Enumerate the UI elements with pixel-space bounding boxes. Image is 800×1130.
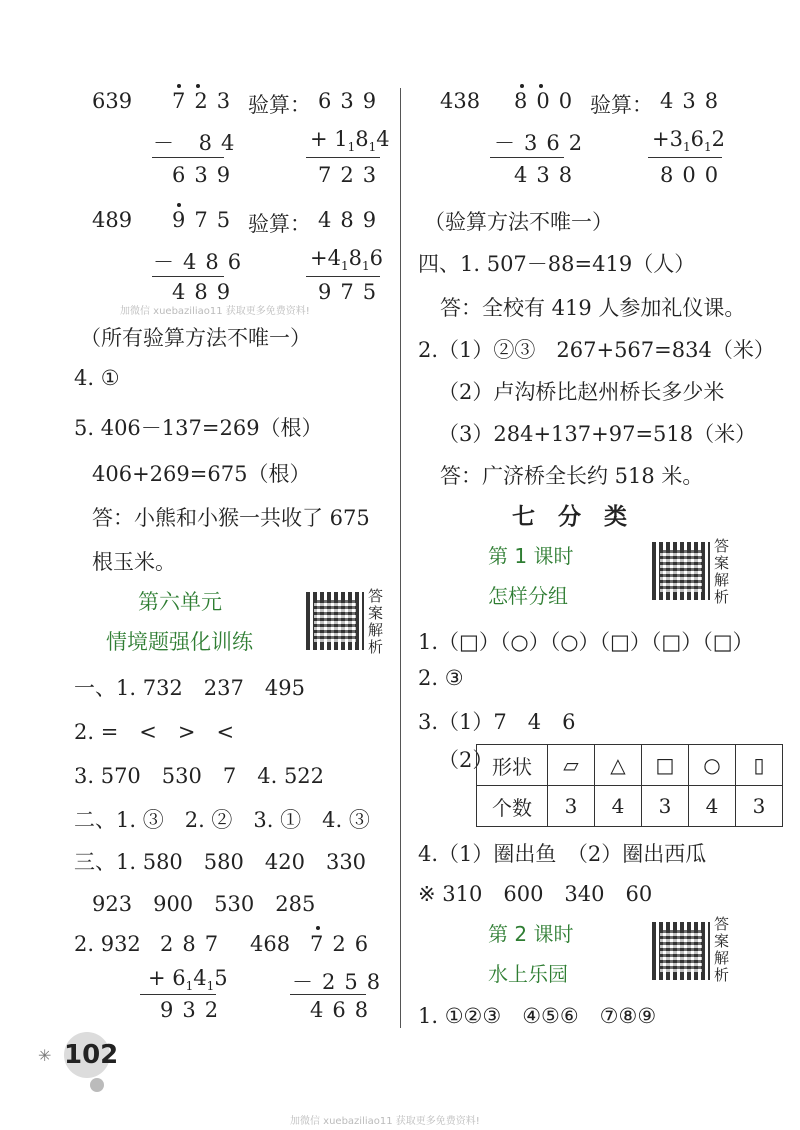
minuend: 800	[514, 89, 582, 113]
table-row	[477, 786, 783, 827]
sum-rule	[306, 157, 380, 158]
s1-q3: 3. 570 530 7 4. 522	[74, 764, 325, 788]
subtrahend: －486	[153, 250, 251, 274]
table-cell: ▯	[736, 745, 783, 786]
borrow-dot	[520, 84, 524, 88]
lesson-subtitle: 怎样分组	[488, 584, 568, 608]
q5-line2: 406+269=675（根）	[92, 462, 311, 486]
unit-title: 七 分 类	[512, 504, 627, 530]
table-header: 形状	[477, 745, 548, 786]
r-q3: 3.（1）7 4 6	[418, 710, 576, 734]
decor-dot	[90, 1078, 104, 1092]
column-divider	[400, 88, 401, 1028]
minuend: 723	[172, 89, 240, 113]
result: 489	[172, 280, 240, 304]
s1-q1: 一、1. 732 237 495	[74, 676, 305, 700]
table-cell: 3	[736, 786, 783, 827]
r-q5: ※ 310 600 340 60	[418, 882, 653, 906]
addend-b: + $6_14_15$	[148, 966, 228, 994]
table-cell: ○	[689, 745, 736, 786]
table-cell: 3	[548, 786, 595, 827]
check-result: 975	[318, 280, 386, 304]
lesson-title: 第 2 课时	[488, 922, 574, 946]
check-result: 723	[318, 163, 386, 187]
check-a: 438	[660, 89, 728, 113]
result: 468	[310, 998, 378, 1022]
borrow-dot	[177, 84, 181, 88]
q5-line1: 5. 406－137=269（根）	[74, 416, 323, 440]
check-b: $+4_18_16$	[310, 246, 383, 274]
check-label: 验算：	[248, 93, 311, 117]
check-result: 800	[660, 163, 728, 187]
check-b: + $1_18_14$	[310, 127, 390, 155]
note: （所有验算方法不唯一）	[80, 326, 311, 350]
check-label: 验算：	[590, 93, 653, 117]
shape-count-table	[476, 744, 783, 827]
table-cell: 4	[595, 786, 642, 827]
q5-line3: 答：小熊和小猴一共收了 675	[92, 506, 370, 530]
q5-line4: 根玉米。	[92, 550, 176, 574]
check-label: 验算：	[248, 212, 311, 236]
r-q2: 2. ③	[418, 666, 464, 690]
s3-q1b: 923 900 530 285	[92, 892, 316, 916]
result: 639	[172, 163, 240, 187]
s4-q2b: （2）卢沟桥比赵州桥长多少米	[438, 380, 725, 404]
watermark: 加微信 xuebaziliao11 获取更多免费资料!	[120, 306, 310, 317]
check-b: $+3_16_12$	[652, 127, 725, 155]
s1-q2: 2. = < > <	[74, 720, 235, 744]
s2: 二、1. ③ 2. ② 3. ① 4. ③	[74, 808, 370, 832]
minuend: 726	[310, 932, 378, 956]
borrow-dot	[316, 926, 320, 930]
subtrahend: －362	[494, 131, 592, 155]
sum-rule	[152, 276, 224, 277]
unit-subtitle: 情境题强化训练	[106, 630, 253, 654]
lesson-title: 第 1 课时	[488, 544, 574, 568]
table-cell: ▱	[548, 745, 595, 786]
qr-code[interactable]	[652, 922, 710, 980]
table-row	[477, 745, 783, 786]
r-q3b: （2）	[438, 748, 494, 772]
s4-q2c: （3）284+137+97=518（米）	[438, 422, 757, 446]
table-header: 个数	[477, 786, 548, 827]
qr-code[interactable]	[306, 592, 364, 650]
addend: 287	[160, 932, 228, 956]
s4-q1: 四、1. 507－88=419（人）	[418, 252, 696, 276]
minuend: 975	[172, 208, 240, 232]
answer-value: 438	[440, 89, 481, 113]
sum-rule	[152, 157, 224, 158]
r-q4: 4.（1）圈出鱼 （2）圈出西瓜	[418, 842, 707, 866]
s3-q1: 三、1. 580 580 420 330	[74, 850, 367, 874]
answer-value: 489	[92, 208, 133, 232]
s4-q2: 2.（1）②③ 267+567=834（米）	[418, 338, 775, 362]
s3-q2: 2. 932	[74, 932, 141, 956]
check-a: 489	[318, 208, 386, 232]
subtrahend: －258	[292, 970, 390, 994]
q4: 4. ①	[74, 366, 120, 390]
answer-value: 468	[250, 932, 291, 956]
table-cell: 3	[642, 786, 689, 827]
r-q1: 1.（□）（○）（○）（□）（□）（□）	[418, 630, 754, 654]
borrow-dot	[196, 84, 200, 88]
table-cell: 4	[689, 786, 736, 827]
star-icon: ✳	[38, 1046, 52, 1065]
note: （验算方法不唯一）	[424, 210, 613, 234]
lesson-subtitle: 水上乐园	[488, 962, 568, 986]
unit-title: 第六单元	[138, 590, 222, 614]
page-number: 102	[64, 1032, 110, 1078]
watermark: 加微信 xuebaziliao11 获取更多免费资料!	[290, 1116, 480, 1127]
qr-label: 答案解析	[714, 537, 730, 606]
r-q6: 1. ①②③ ④⑤⑥ ⑦⑧⑨	[418, 1004, 657, 1028]
answer-value: 639	[92, 89, 133, 113]
sum-rule	[490, 157, 564, 158]
check-a: 639	[318, 89, 386, 113]
table-cell: △	[595, 745, 642, 786]
qr-label: 答案解析	[714, 915, 730, 984]
qr-code[interactable]	[652, 542, 710, 600]
sum-rule	[648, 157, 722, 158]
sum: 932	[160, 998, 228, 1022]
s4-q1-answer: 答：全校有 419 人参加礼仪课。	[440, 296, 746, 320]
s4-q2-answer: 答：广济桥全长约 518 米。	[440, 464, 704, 488]
borrow-dot	[177, 203, 181, 207]
borrow-dot	[539, 84, 543, 88]
result: 438	[514, 163, 582, 187]
subtrahend: － 84	[153, 131, 244, 155]
sum-rule	[306, 276, 380, 277]
qr-label: 答案解析	[368, 587, 384, 656]
sum-rule	[290, 994, 366, 995]
table-cell: □	[642, 745, 689, 786]
sum-rule	[140, 994, 216, 995]
